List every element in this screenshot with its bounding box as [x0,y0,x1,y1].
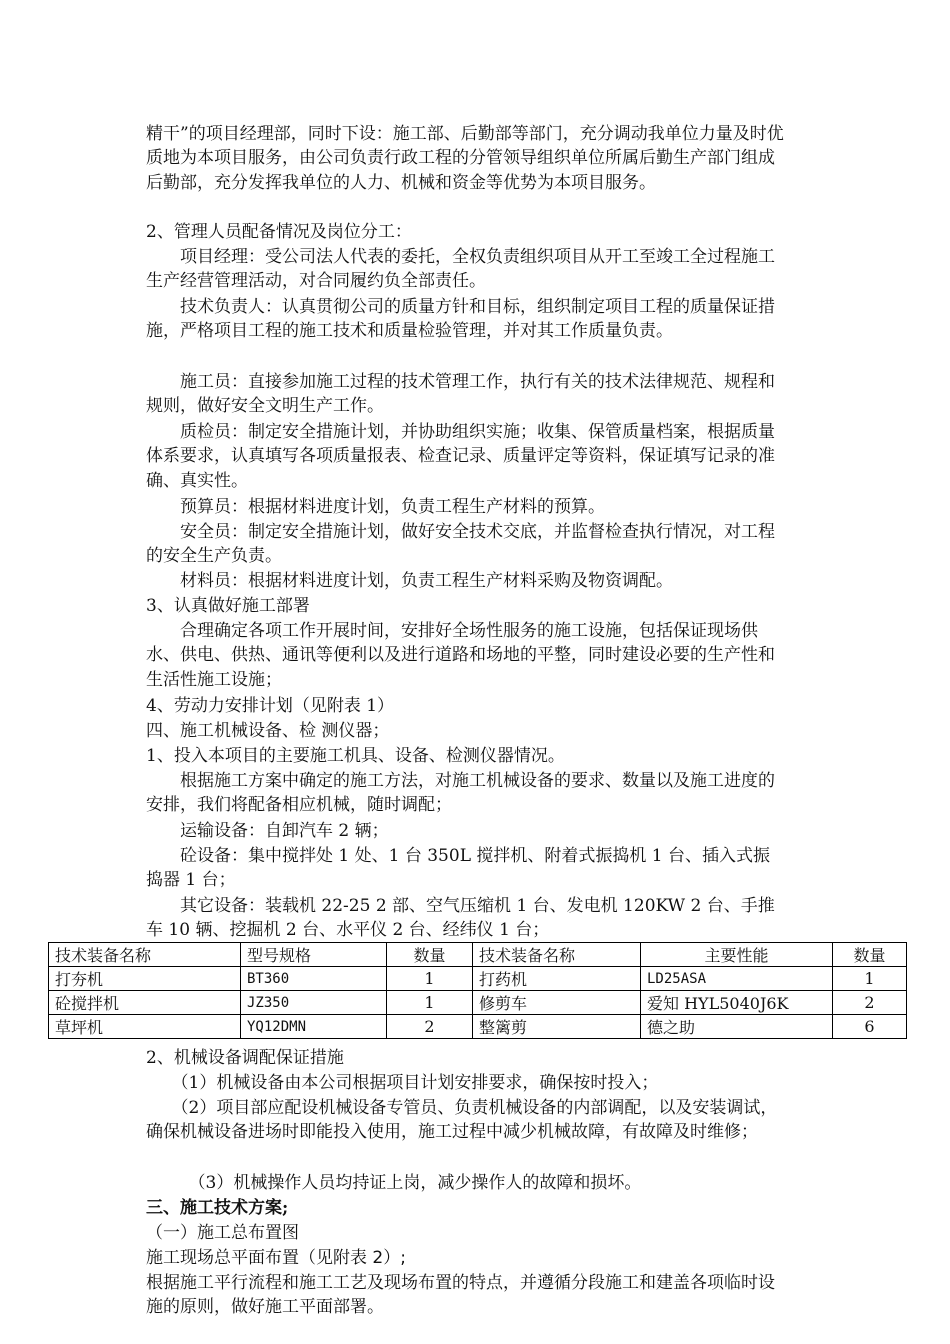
paragraph-technical-lead: 技术负责人：认真贯彻公司的质量方针和目标，组织制定项目工程的质量保证措施，严格项目工程的施工技术和质量检验管理，并对其工作质量负责。 [146,297,775,342]
table-cell: 草坪机 [49,1015,241,1039]
heading-section-four: 四、施工机械设备、检 测仪器； [146,721,390,741]
table-header-cell: 数量 [833,943,907,967]
heading-equipment-guarantee: 2、机械设备调配保证措施 [146,1048,344,1068]
heading-section-three: 三、施工技术方案; [146,1198,289,1218]
table-cell: 砼搅拌机 [49,991,241,1015]
table-cell: 2 [833,991,907,1015]
paragraph-materials-officer: 材料员：根据材料进度计划，负责工程生产材料采购及物资调配。 [146,571,673,591]
table-cell: BT360 [241,967,387,991]
paragraph-measure-1: （1）机械设备由本公司根据项目计划安排要求，确保按时投入； [146,1073,659,1093]
paragraph-concrete-equipment: 砼设备：集中搅拌处 1 处、1 台 350L 搅拌机、附着式振捣机 1 台、插入式振捣器 1 台； [146,846,771,891]
table-cell: 1 [833,967,907,991]
table-header-cell: 主要性能 [641,943,833,967]
paragraph-quality-inspector: 质检员：制定安全措施计划，并协助组织实施；收集、保管质量档案，根据质量体系要求，认真填写各项质量报表、检查记录、质量评定等资料，保证填写记录的准确、真实性。 [146,422,775,491]
table-row [49,991,907,1015]
table-cell: 整篱剪 [473,1015,641,1039]
heading-equipment-list: 1、投入本项目的主要施工机具、设备、检测仪器情况。 [146,746,565,766]
paragraph-safety-officer: 安全员：制定安全措施计划，做好安全技术交底，并监督检查执行情况，对工程的安全生产负责。 [146,522,775,567]
table-row [49,967,907,991]
equipment-table [48,942,907,1039]
table-cell: JZ350 [241,991,387,1015]
table-cell: 1 [387,991,473,1015]
paragraph-construction-officer: 施工员：直接参加施工过程的技术管理工作，执行有关的技术法律规范、规程和规则，做好安全文明生产工作。 [146,372,775,417]
table-cell: 爱知 HYL5040J6K [641,991,833,1015]
table-cell: 6 [833,1015,907,1039]
paragraph-layout-principle: 根据施工平行流程和施工工艺及现场布置的特点，并遵循分段施工和建盖各项临时设施的原则，做好施工平面部署。 [146,1273,775,1318]
table-header-cell: 数量 [387,943,473,967]
paragraph-project-manager: 项目经理：受公司法人代表的委托，全权负责组织项目从开工至竣工全过程施工生产经营管理活动，对合同履约负全部责任。 [146,247,775,292]
table-row [49,1015,907,1039]
table-cell: 德之助 [641,1015,833,1039]
table-cell: 2 [387,1015,473,1039]
table-cell: LD25ASA [641,967,833,991]
table-header-cell: 型号规格 [241,943,387,967]
heading-general-layout: （一）施工总布置图 [146,1223,299,1243]
table-cell: 打药机 [473,967,641,991]
table-header-row [49,943,907,967]
paragraph-site-layout: 施工现场总平面布置（见附表 2）; [146,1248,406,1268]
table-header-cell: 技术装备名称 [49,943,241,967]
heading-labor-plan: 4、劳动力安排计划（见附表 1） [146,696,395,716]
heading-deployment: 3、认真做好施工部署 [146,596,310,616]
table-cell: 打夯机 [49,967,241,991]
table-cell: 1 [387,967,473,991]
paragraph-deployment: 合理确定各项工作开展时间，安排好全场性服务的施工设施，包括保证现场供水、供电、供热、通讯等便利以及进行道路和场地的平整，同时建设必要的生产性和生活性施工设施； [146,621,775,690]
paragraph-measure-3: （3）机械操作人员均持证上岗，减少操作人的故障和损坏。 [146,1173,642,1193]
table-cell: 修剪车 [473,991,641,1015]
heading-staffing: 2、管理人员配备情况及岗位分工： [146,222,412,242]
paragraph-transport: 运输设备：自卸汽车 2 辆； [146,821,389,841]
table-cell: YQ12DMN [241,1015,387,1039]
table-header-cell: 技术装备名称 [473,943,641,967]
paragraph-project-dept: 精干”的项目经理部，同时下设：施工部、后勤部等部门，充分调动我单位力量及时优质地为本项目服务，由公司负责行政工程的分管领导组织单位所属后勤生产部门组成后勤部，充分发挥我单位的人力、机械和资金等优势为本项目服务。 [146,124,784,193]
paragraph-budget-officer: 预算员：根据材料进度计划，负责工程生产材料的预算。 [146,497,605,517]
paragraph-equipment-plan: 根据施工方案中确定的施工方法，对施工机械设备的要求、数量以及施工进度的安排，我们将配备相应机械，随时调配； [146,771,775,816]
paragraph-measure-2: （2）项目部应配设机械设备专管员、负责机械设备的内部调配，以及安装调试，确保机械设备进场时即能投入使用，施工过程中减少机械故障，有故障及时维修； [146,1098,778,1143]
paragraph-other-equipment: 其它设备：装载机 22-25 2 部、空气压缩机 1 台、发电机 120KW 2 台、手推车 10 辆、挖掘机 2 台、水平仪 2 台、经纬仪 1 台； [146,896,775,941]
